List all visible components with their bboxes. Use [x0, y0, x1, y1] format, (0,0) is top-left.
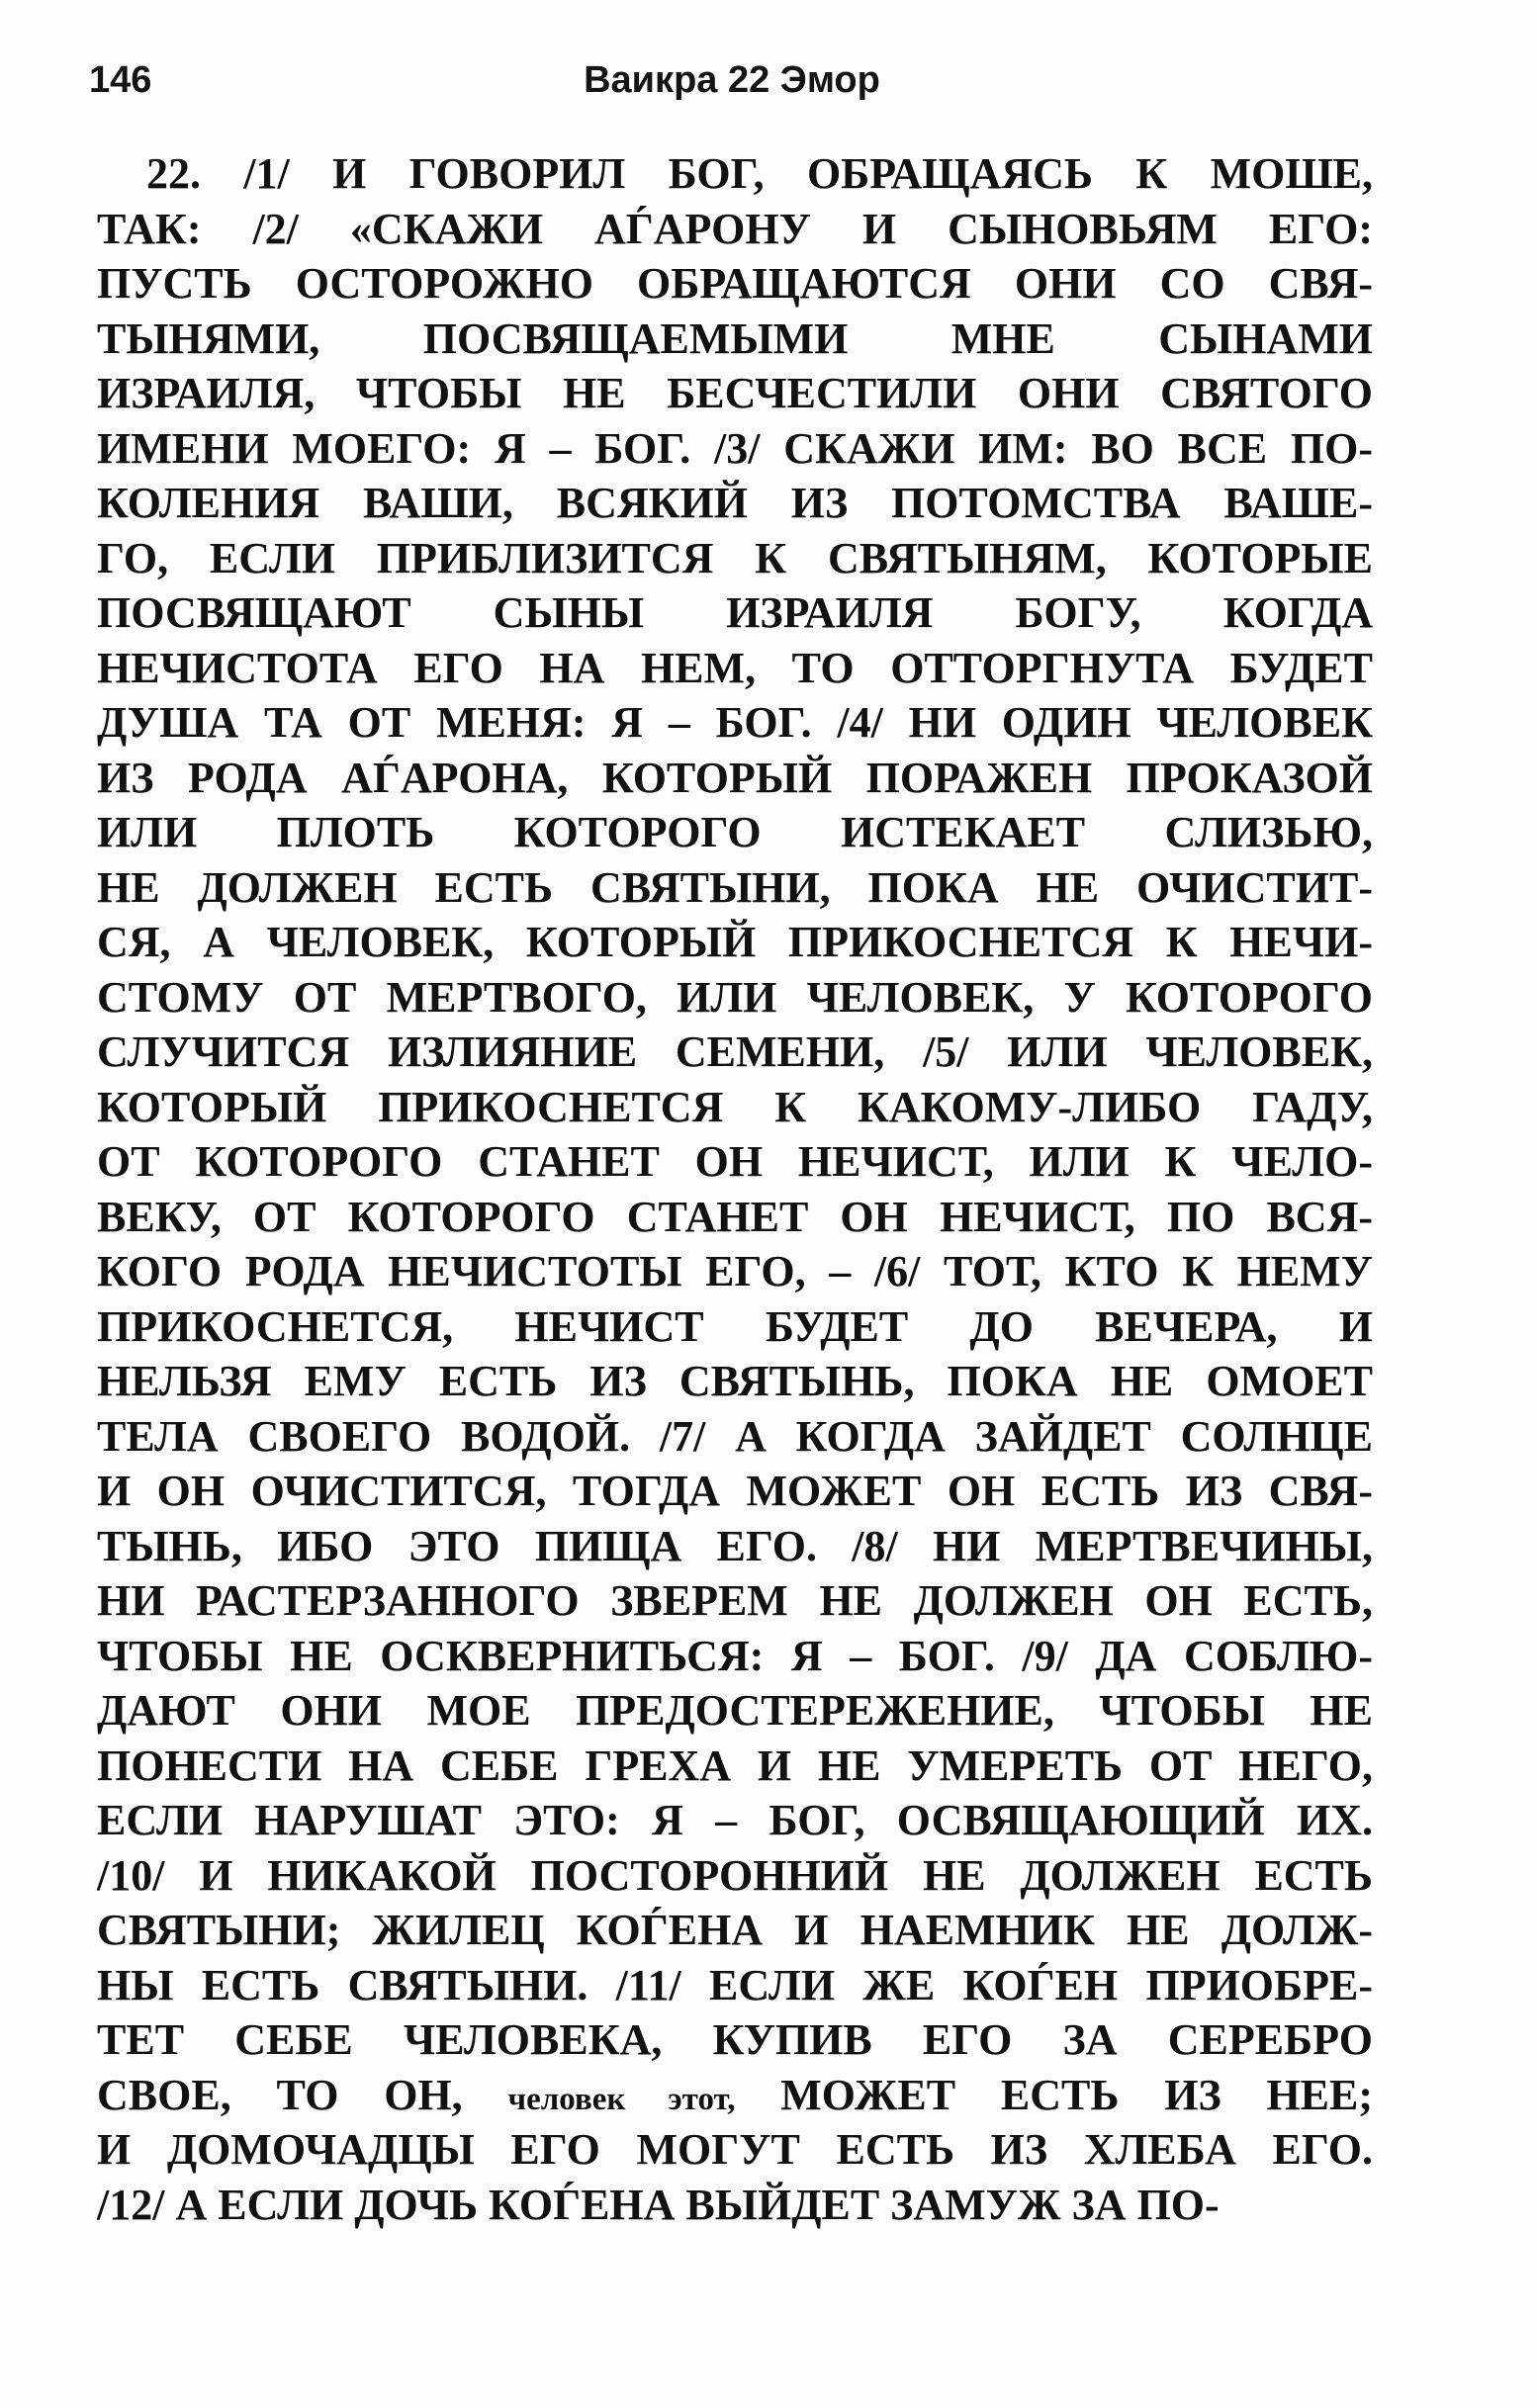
text-line: ИЛИ ПЛОТЬ КОТОРОГО ИСТЕКАЕТ СЛИЗЬЮ, — [97, 808, 1373, 856]
chapter-text — [97, 146, 1373, 2232]
text-line: ТЫНЯМИ, ПОСВЯЩАЕМЫМИ МНЕ СЫНАМИ — [97, 313, 1373, 363]
text-segment: СВОЕ, ТО ОН, — [97, 2070, 463, 2119]
text-segment: МОЖЕТ ЕСТЬ ИЗ НЕЕ; — [780, 2070, 1373, 2119]
page-header — [89, 59, 1375, 119]
text-line: И ОН ОЧИСТИТСЯ, ТОГДА МОЖЕТ ОН ЕСТЬ ИЗ СВЯ- — [97, 1467, 1373, 1515]
text-line: ПОСВЯЩАЮТ СЫНЫ ИЗРАИЛЯ БОГУ, КОГДА — [97, 588, 1373, 637]
text-line: НЕ ДОЛЖЕН ЕСТЬ СВЯТЫНИ, ПОКА НЕ ОЧИСТИТ- — [97, 862, 1373, 912]
text-line: ГО, ЕСЛИ ПРИБЛИЗИТСЯ К СВЯТЫНЯМ, КОТОРЫЕ — [97, 533, 1373, 582]
text-line: И ДОМОЧАДЦЫ ЕГО МОГУТ ЕСТЬ ИЗ ХЛЕБА ЕГО. — [97, 2125, 1373, 2174]
text-line: КОГО РОДА НЕЧИСТОТЫ ЕГО, – /6/ ТОТ, КТО К НЕМУ — [97, 1247, 1373, 1295]
text-line: СТОМУ ОТ МЕРТВОГО, ИЛИ ЧЕЛОВЕК, У КОТОРОГО — [97, 972, 1373, 1022]
text-line: ТЕЛА СВОЕГО ВОДОЙ. /7/ А КОГДА ЗАЙДЕТ СОЛНЦЕ — [97, 1411, 1373, 1461]
text-line: ПРИКОСНЕТСЯ, НЕЧИСТ БУДЕТ ДО ВЕЧЕРА, И — [97, 1301, 1373, 1351]
text-line: НИ РАСТЕРЗАННОГО ЗВЕРЕМ НЕ ДОЛЖЕН ОН ЕСТЬ, — [97, 1576, 1373, 1625]
text-line: /12/ А ЕСЛИ ДОЧЬ КОЃЕНА ВЫЙДЕТ ЗАМУЖ ЗА ПО- — [97, 2180, 1220, 2229]
running-title: Ваикра 22 Эмор — [584, 59, 880, 101]
page-number: 146 — [89, 59, 152, 101]
text-line: КОТОРЫЙ ПРИКОСНЕТСЯ К КАКОМУ-ЛИБО ГАДУ, — [97, 1082, 1373, 1131]
text-line: КОЛЕНИЯ ВАШИ, ВСЯКИЙ ИЗ ПОТОМСТВА ВАШЕ- — [97, 479, 1373, 527]
text-line: /10/ И НИКАКОЙ ПОСТОРОННИЙ НЕ ДОЛЖЕН ЕСТЬ — [97, 1850, 1373, 1900]
text-line: ОТ КОТОРОГО СТАНЕТ ОН НЕЧИСТ, ИЛИ К ЧЕЛО- — [97, 1137, 1373, 1186]
text-line: ИЗ РОДА АЃАРОНА, КОТОРЫЙ ПОРАЖЕН ПРОКАЗОЙ — [97, 753, 1373, 802]
text-line: ТЫНЬ, ИБО ЭТО ПИЩА ЕГО. /8/ НИ МЕРТВЕЧИНЫ, — [97, 1521, 1373, 1570]
text-line: ЕСЛИ НАРУШАТ ЭТО: Я – БОГ, ОСВЯЩАЮЩИЙ ИХ. — [97, 1796, 1373, 1844]
text-line: ПОНЕСТИ НА СЕБЕ ГРЕХА И НЕ УМЕРЕТЬ ОТ НЕГО, — [97, 1740, 1373, 1790]
text-line: 22. /1/ И ГОВОРИЛ БОГ, ОБРАЩАЯСЬ К МОШЕ, — [146, 149, 1373, 198]
text-line: НЕЛЬЗЯ ЕМУ ЕСТЬ ИЗ СВЯТЫНЬ, ПОКА НЕ ОМОЕТ — [97, 1357, 1373, 1405]
text-line: СЯ, А ЧЕЛОВЕК, КОТОРЫЙ ПРИКОСНЕТСЯ К НЕЧИ- — [97, 918, 1373, 966]
text-line: НЫ ЕСТЬ СВЯТЫНИ. /11/ ЕСЛИ ЖЕ КОЃЕН ПРИОБРЕ- — [97, 1960, 1373, 2009]
text-line: ВЕКУ, ОТ КОТОРОГО СТАНЕТ ОН НЕЧИСТ, ПО ВСЯ- — [97, 1192, 1373, 1241]
text-line-mixed — [97, 2068, 1373, 2123]
text-line: НЕЧИСТОТА ЕГО НА НЕМ, ТО ОТТОРГНУТА БУДЕТ — [97, 643, 1373, 692]
text-line: ПУСТЬ ОСТОРОЖНО ОБРАЩАЮТСЯ ОНИ СО СВЯ- — [97, 259, 1373, 308]
text-line: СЛУЧИТСЯ ИЗЛИЯНИЕ СЕМЕНИ, /5/ ИЛИ ЧЕЛОВЕК, — [97, 1027, 1373, 1076]
text-line: ИМЕНИ МОЕГО: Я – БОГ. /3/ СКАЖИ ИМ: ВО ВСЕ ПО- — [97, 423, 1373, 473]
text-line: ИЗРАИЛЯ, ЧТОБЫ НЕ БЕСЧЕСТИЛИ ОНИ СВЯТОГО — [97, 369, 1373, 417]
text-line: ТЕТ СЕБЕ ЧЕЛОВЕКА, КУПИВ ЕГО ЗА СЕРЕБРО — [97, 2015, 1373, 2064]
text-line: ТАК: /2/ «СКАЖИ АЃАРОНУ И СЫНОВЬЯМ ЕГО: — [97, 204, 1373, 253]
text-line: ДАЮТ ОНИ МОЕ ПРЕДОСТЕРЕЖЕНИЕ, ЧТОБЫ НЕ — [97, 1686, 1373, 1735]
text-line: ЧТОБЫ НЕ ОСКВЕРНИТЬСЯ: Я – БОГ. /9/ ДА СОБЛЮ- — [97, 1631, 1373, 1680]
text-line: ДУША ТА ОТ МЕНЯ: Я – БОГ. /4/ НИ ОДИН ЧЕЛОВЕК — [97, 698, 1373, 747]
small-text-insertion: человек этот, — [507, 2081, 736, 2117]
text-line: СВЯТЫНИ; ЖИЛЕЦ КОЃЕНА И НАЕМНИК НЕ ДОЛЖ- — [97, 1906, 1373, 1954]
